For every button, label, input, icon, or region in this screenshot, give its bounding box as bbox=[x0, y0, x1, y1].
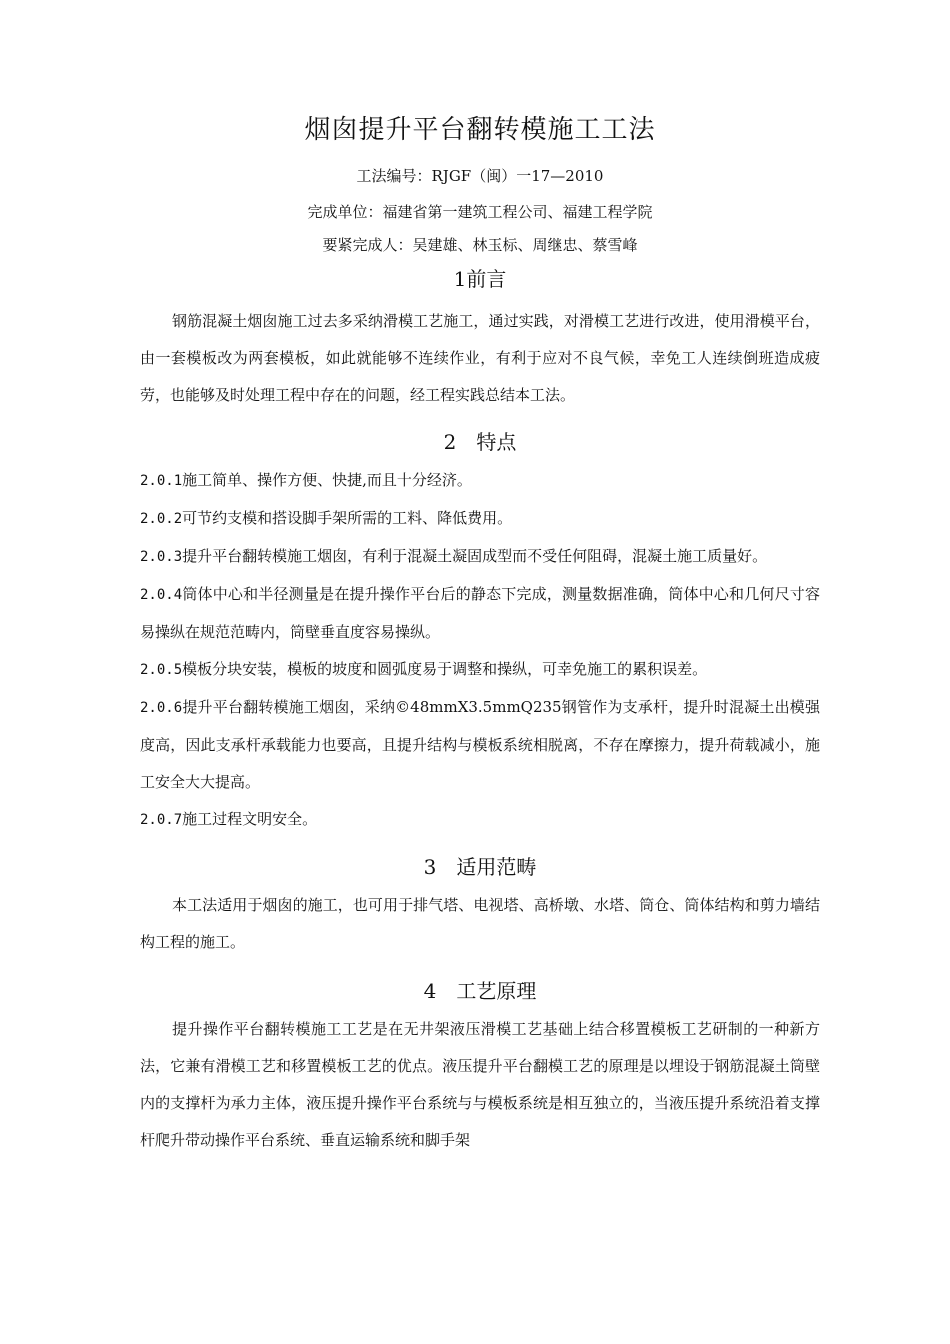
feature-item-number: 2.0.3 bbox=[140, 549, 183, 565]
principle-paragraph: 提升操作平台翻转模施工工艺是在无井架液压滑模工艺基础上结合移置模板工艺研制的一种新方法，它兼有滑模工艺和移置模板工艺的优点。液压提升平台翻模工艺的原理是以埋设于钢筋混凝土筒壁内的支撑杆为承力主体，液压提升操作平台系统与与模板系统是相互独立的，当液压提升系统沿着支撑杆爬升带动操作平台系统、垂直运输系统和脚手架 bbox=[140, 1020, 820, 1149]
document-title: 烟囱提升平台翻转模施工工法 bbox=[304, 115, 656, 145]
feature-item-text: 模板分块安装，模板的坡度和圆弧度易于调整和操纵，可幸免施工的累积误差。 bbox=[182, 660, 708, 678]
section-heading-principle: 4 工艺原理 bbox=[423, 979, 537, 1003]
feature-item bbox=[140, 651, 820, 689]
feature-item bbox=[140, 801, 820, 839]
feature-item bbox=[140, 538, 820, 576]
feature-item-number: 2.0.7 bbox=[140, 812, 183, 828]
features-list bbox=[140, 462, 820, 839]
feature-item-text: 施工过程文明安全。 bbox=[182, 810, 318, 828]
feature-item-text: 筒体中心和半径测量是在提升操作平台后的静态下完成，测量数据准确，筒体中心和几何尺寸容易操纵在规范范畴内，筒壁垂直度容易操纵。 bbox=[140, 585, 820, 641]
main-contributors: 要紧完成人：吴建雄、林玉标、周继忠、蔡雪峰 bbox=[322, 236, 638, 254]
section-heading-scope: 3 适用范畴 bbox=[423, 855, 537, 879]
feature-item-text: 施工简单、操作方便、快捷,而且十分经济。 bbox=[182, 471, 472, 489]
scope-paragraph: 本工法适用于烟囱的施工，也可用于排气塔、电视塔、高桥墩、水塔、筒仓、筒体结构和剪力墙结构工程的施工。 bbox=[140, 896, 820, 951]
feature-item-number: 2.0.1 bbox=[140, 473, 183, 489]
feature-item-number: 2.0.5 bbox=[140, 662, 183, 678]
feature-item bbox=[140, 576, 820, 651]
foreword-paragraph: 钢筋混凝土烟囱施工过去多采纳滑模工艺施工，通过实践，对滑模工艺进行改进，使用滑模平台，由一套模板改为两套模板，如此就能够不连续作业，有利于应对不良气候，幸免工人连续倒班造成疲劳，也能够及时处理工程中存在的问题，经工程实践总结本工法。 bbox=[140, 312, 820, 404]
feature-item bbox=[140, 462, 820, 500]
feature-item-number: 2.0.2 bbox=[140, 511, 183, 527]
feature-item-text: 提升平台翻转模施工烟囱，采纳©48mmX3.5mmQ235钢管作为支承杆，提升时混凝土出模强度高，因此支承杆承载能力也要高，且提升结构与模板系统相脱离，不存在摩擦力，提升荷载减小，施工安全大大提高。 bbox=[140, 698, 820, 791]
section-heading-foreword: 1前言 bbox=[453, 267, 507, 291]
section-heading-features: 2 特点 bbox=[443, 430, 517, 454]
document-body bbox=[140, 106, 820, 1159]
feature-item-text: 提升平台翻转模施工烟囱，有利于混凝土凝固成型而不受任何阻碍，混凝土施工质量好。 bbox=[182, 547, 768, 565]
feature-item-number: 2.0.4 bbox=[140, 587, 183, 603]
feature-item bbox=[140, 689, 820, 801]
completion-unit: 完成单位：福建省第一建筑工程公司、福建工程学院 bbox=[307, 203, 653, 221]
feature-item bbox=[140, 500, 820, 538]
feature-item-text: 可节约支模和搭设脚手架所需的工料、降低费用。 bbox=[182, 509, 513, 527]
method-code: 工法编号：RJGF（闽）一17—2010 bbox=[356, 167, 604, 185]
feature-item-number: 2.0.6 bbox=[140, 700, 183, 716]
